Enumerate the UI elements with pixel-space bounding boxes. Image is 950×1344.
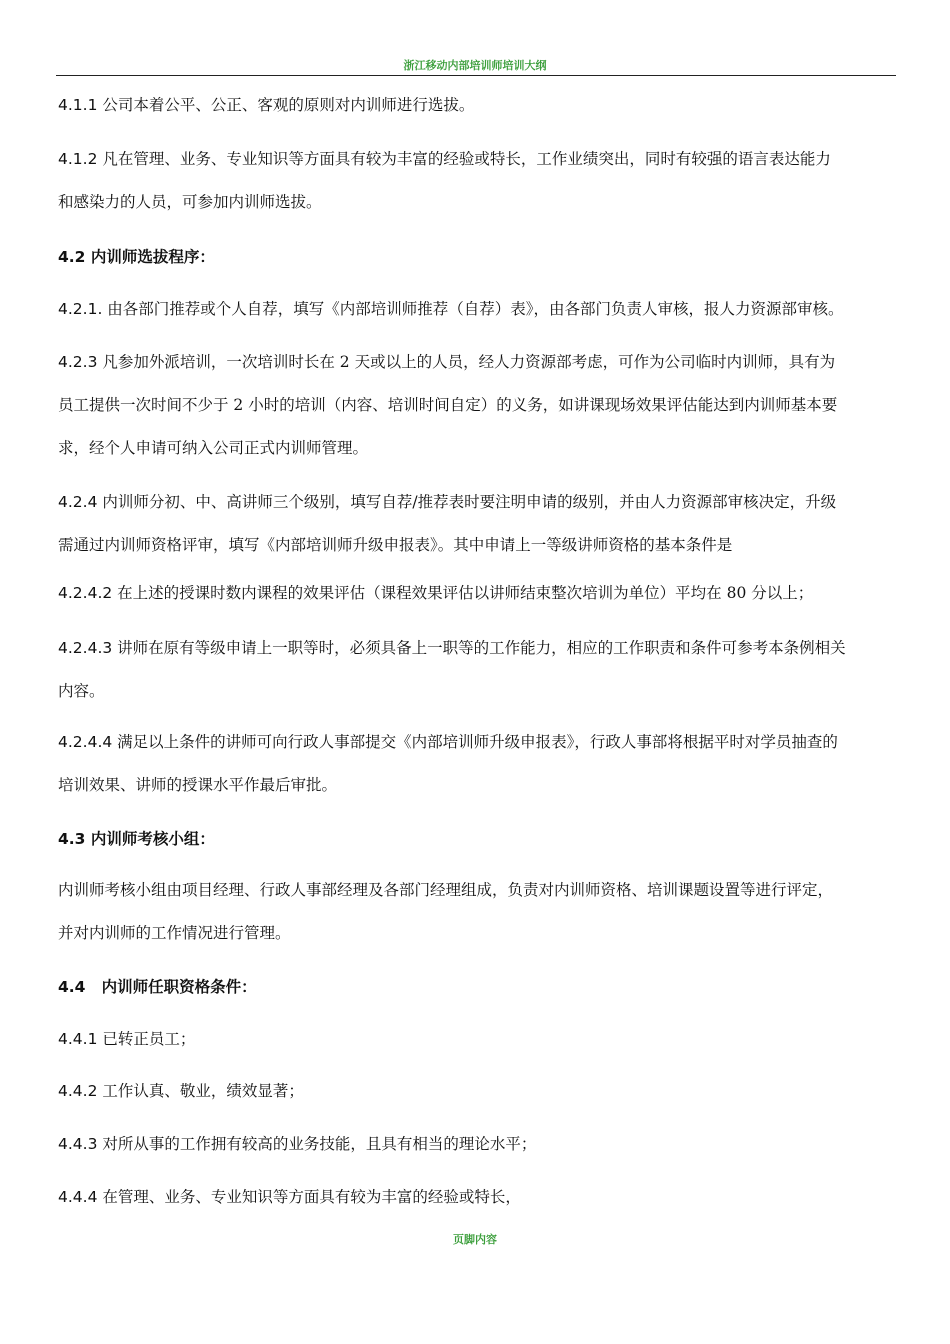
para-4-1-2-cont: [58, 181, 900, 224]
section-title: 内训师考核小组：: [85, 829, 215, 848]
clause-text: 内容。: [58, 682, 105, 700]
para-4-4-4: [58, 1176, 900, 1219]
para-4-2-4-3-cont: [58, 670, 900, 713]
clause-text: 内训师分初、中、高讲师三个级别，填写自荐/推荐表时要注明申请的级别，并由人力资源部审核决定，升级: [97, 493, 837, 511]
heading-4-4: [58, 965, 900, 1009]
para-4-1-2: [58, 138, 900, 181]
clause-number: 4.1.1: [58, 96, 98, 114]
section-title: 内训师任职资格条件：: [85, 977, 257, 996]
section-number: 4.2: [58, 248, 86, 266]
clause-number: 4.1.2: [58, 150, 98, 168]
para-4-2-4: [58, 481, 900, 524]
clause-text: 工作认真、敬业，绩效显著；: [97, 1082, 304, 1100]
para-4-2-3-cont: [58, 384, 900, 427]
clause-number: 4.2.3: [58, 353, 98, 371]
clause-text: 培训效果、讲师的授课水平作最后审批。: [58, 776, 338, 794]
clause-text: 内训师考核小组由项目经理、行政人事部经理及各部门经理组成，负责对内训师资格、培训课题设置等进行评定，: [58, 881, 834, 899]
clause-text: 讲师在原有等级申请上一职等时，必须具备上一职等的工作能力，相应的工作职责和条件可参考本条例相关: [112, 639, 846, 657]
clause-text: 在上述的授课时数内课程的效果评估（课程效果评估以讲师结束整次培训为单位）平均在 80 分以上；: [112, 584, 814, 602]
heading-4-3: [58, 817, 900, 861]
clause-number: 4.2.4.2: [58, 584, 113, 602]
para-4-2-3-cont2: [58, 427, 900, 470]
clause-text: 公司本着公平、公正、客观的原则对内训师进行选拔。: [97, 96, 475, 114]
section-number: 4.4: [58, 978, 86, 996]
clause-text: 凡在管理、业务、专业知识等方面具有较为丰富的经验或特长，工作业绩突出，同时有较强的语言表达能力: [97, 150, 831, 168]
clause-number: 4.2.4: [58, 493, 98, 511]
clause-text: 对所从事的工作拥有较高的业务技能，且具有相当的理论水平；: [97, 1135, 537, 1153]
clause-number: 4.4.2: [58, 1082, 98, 1100]
para-4-4-3: [58, 1123, 900, 1166]
para-4-3-cont: [58, 912, 900, 955]
clause-text: 在管理、业务、专业知识等方面具有较为丰富的经验或特长，: [97, 1188, 521, 1206]
para-4-2-4-4: [58, 721, 900, 764]
clause-text: 并对内训师的工作情况进行管理。: [58, 924, 291, 942]
para-4-2-4-3: [58, 627, 900, 670]
para-4-2-4-cont: [58, 524, 900, 567]
para-4-3: [58, 869, 900, 912]
para-4-4-2: [58, 1070, 900, 1113]
para-4-2-4-2: [58, 572, 900, 615]
clause-text: 已转正员工；: [97, 1030, 196, 1048]
clause-text: 满足以上条件的讲师可向行政人事部提交《内部培训师升级申报表》，行政人事部将根据平时对学员抽查的: [112, 733, 838, 751]
page-footer: 页脚内容: [453, 1233, 497, 1246]
page-header: 浙江移动内部培训师培训大纲: [403, 59, 547, 72]
header-divider: [56, 75, 896, 76]
heading-4-2: [58, 235, 900, 279]
section-title: 内训师选拔程序：: [85, 247, 215, 266]
para-4-2-4-4-cont: [58, 764, 900, 807]
clause-number: 4.4.3: [58, 1135, 98, 1153]
clause-text: 凡参加外派培训，一次培训时长在 2 天或以上的人员，经人力资源部考虑，可作为公司临时内训师，具有为: [97, 353, 836, 371]
clause-number: 4.2.4.3: [58, 639, 113, 657]
para-4-1-1: [58, 84, 900, 127]
clause-text: 由各部门推荐或个人自荐，填写《内部培训师推荐（自荐）表》，由各部门负责人审核，报人力资源部审核。: [102, 300, 844, 318]
para-4-4-1: [58, 1018, 900, 1061]
clause-number: 4.2.4.4: [58, 733, 113, 751]
clause-number: 4.2.1.: [58, 300, 103, 318]
clause-text: 求，经个人申请可纳入公司正式内训师管理。: [58, 439, 369, 457]
section-number: 4.3: [58, 830, 86, 848]
clause-number: 4.4.1: [58, 1030, 98, 1048]
para-4-2-3: [58, 341, 900, 384]
clause-number: 4.4.4: [58, 1188, 98, 1206]
clause-text: 需通过内训师资格评审，填写《内部培训师升级申报表》。其中申请上一等级讲师资格的基本条件是: [58, 536, 733, 554]
clause-text: 员工提供一次时间不少于 2 小时的培训（内容、培训时间自定）的义务，如讲课现场效果评估能达到内训师基本要: [58, 396, 838, 414]
para-4-2-1: [58, 288, 900, 331]
clause-text: 和感染力的人员，可参加内训师选拔。: [58, 193, 322, 211]
